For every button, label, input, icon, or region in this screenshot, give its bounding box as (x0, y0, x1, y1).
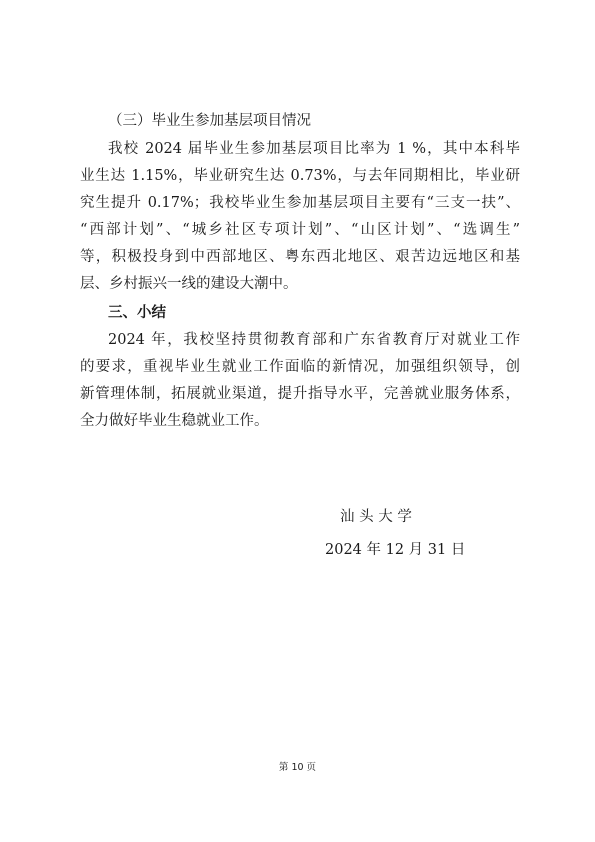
section-heading-basic-projects: （三）毕业生参加基层项目情况 (108, 113, 311, 129)
paragraph-line: 全力做好毕业生稳就业工作。 (80, 413, 269, 429)
paragraph-line: 2024 年，我校坚持贯彻教育部和广东省教育厅对就业工作 (108, 332, 520, 348)
page-number: 第 10 页 (278, 762, 317, 773)
signature-organization: 汕 头 大 学 (340, 509, 412, 525)
paragraph-line: 等，积极投身到中西部地区、粤东西北地区、艰苦边远地区和基 (80, 249, 520, 265)
paragraph-line: “西部计划”、“城乡社区专项计划”、“山区计划”、“选调生” (80, 222, 520, 238)
signature-date: 2024 年 12 月 31 日 (325, 542, 466, 558)
paragraph-line: 业生达 1.15%，毕业研究生达 0.73%，与去年同期相比，毕业研 (80, 168, 520, 184)
paragraph-line: 层、乡村振兴一线的建设大潮中。 (80, 276, 298, 292)
section-heading-summary: 三、小结 (108, 304, 166, 321)
paragraph-line: 我校 2024 届毕业生参加基层项目比率为 1 %，其中本科毕 (108, 141, 520, 157)
paragraph-line: 的要求，重视毕业生就业工作面临的新情况，加强组织领导，创 (80, 359, 520, 375)
paragraph-line: 究生提升 0.17%；我校毕业生参加基层项目主要有“三支一扶”、 (80, 195, 520, 211)
paragraph-line: 新管理体制，拓展就业渠道，提升指导水平，完善就业服务体系， (80, 386, 520, 402)
